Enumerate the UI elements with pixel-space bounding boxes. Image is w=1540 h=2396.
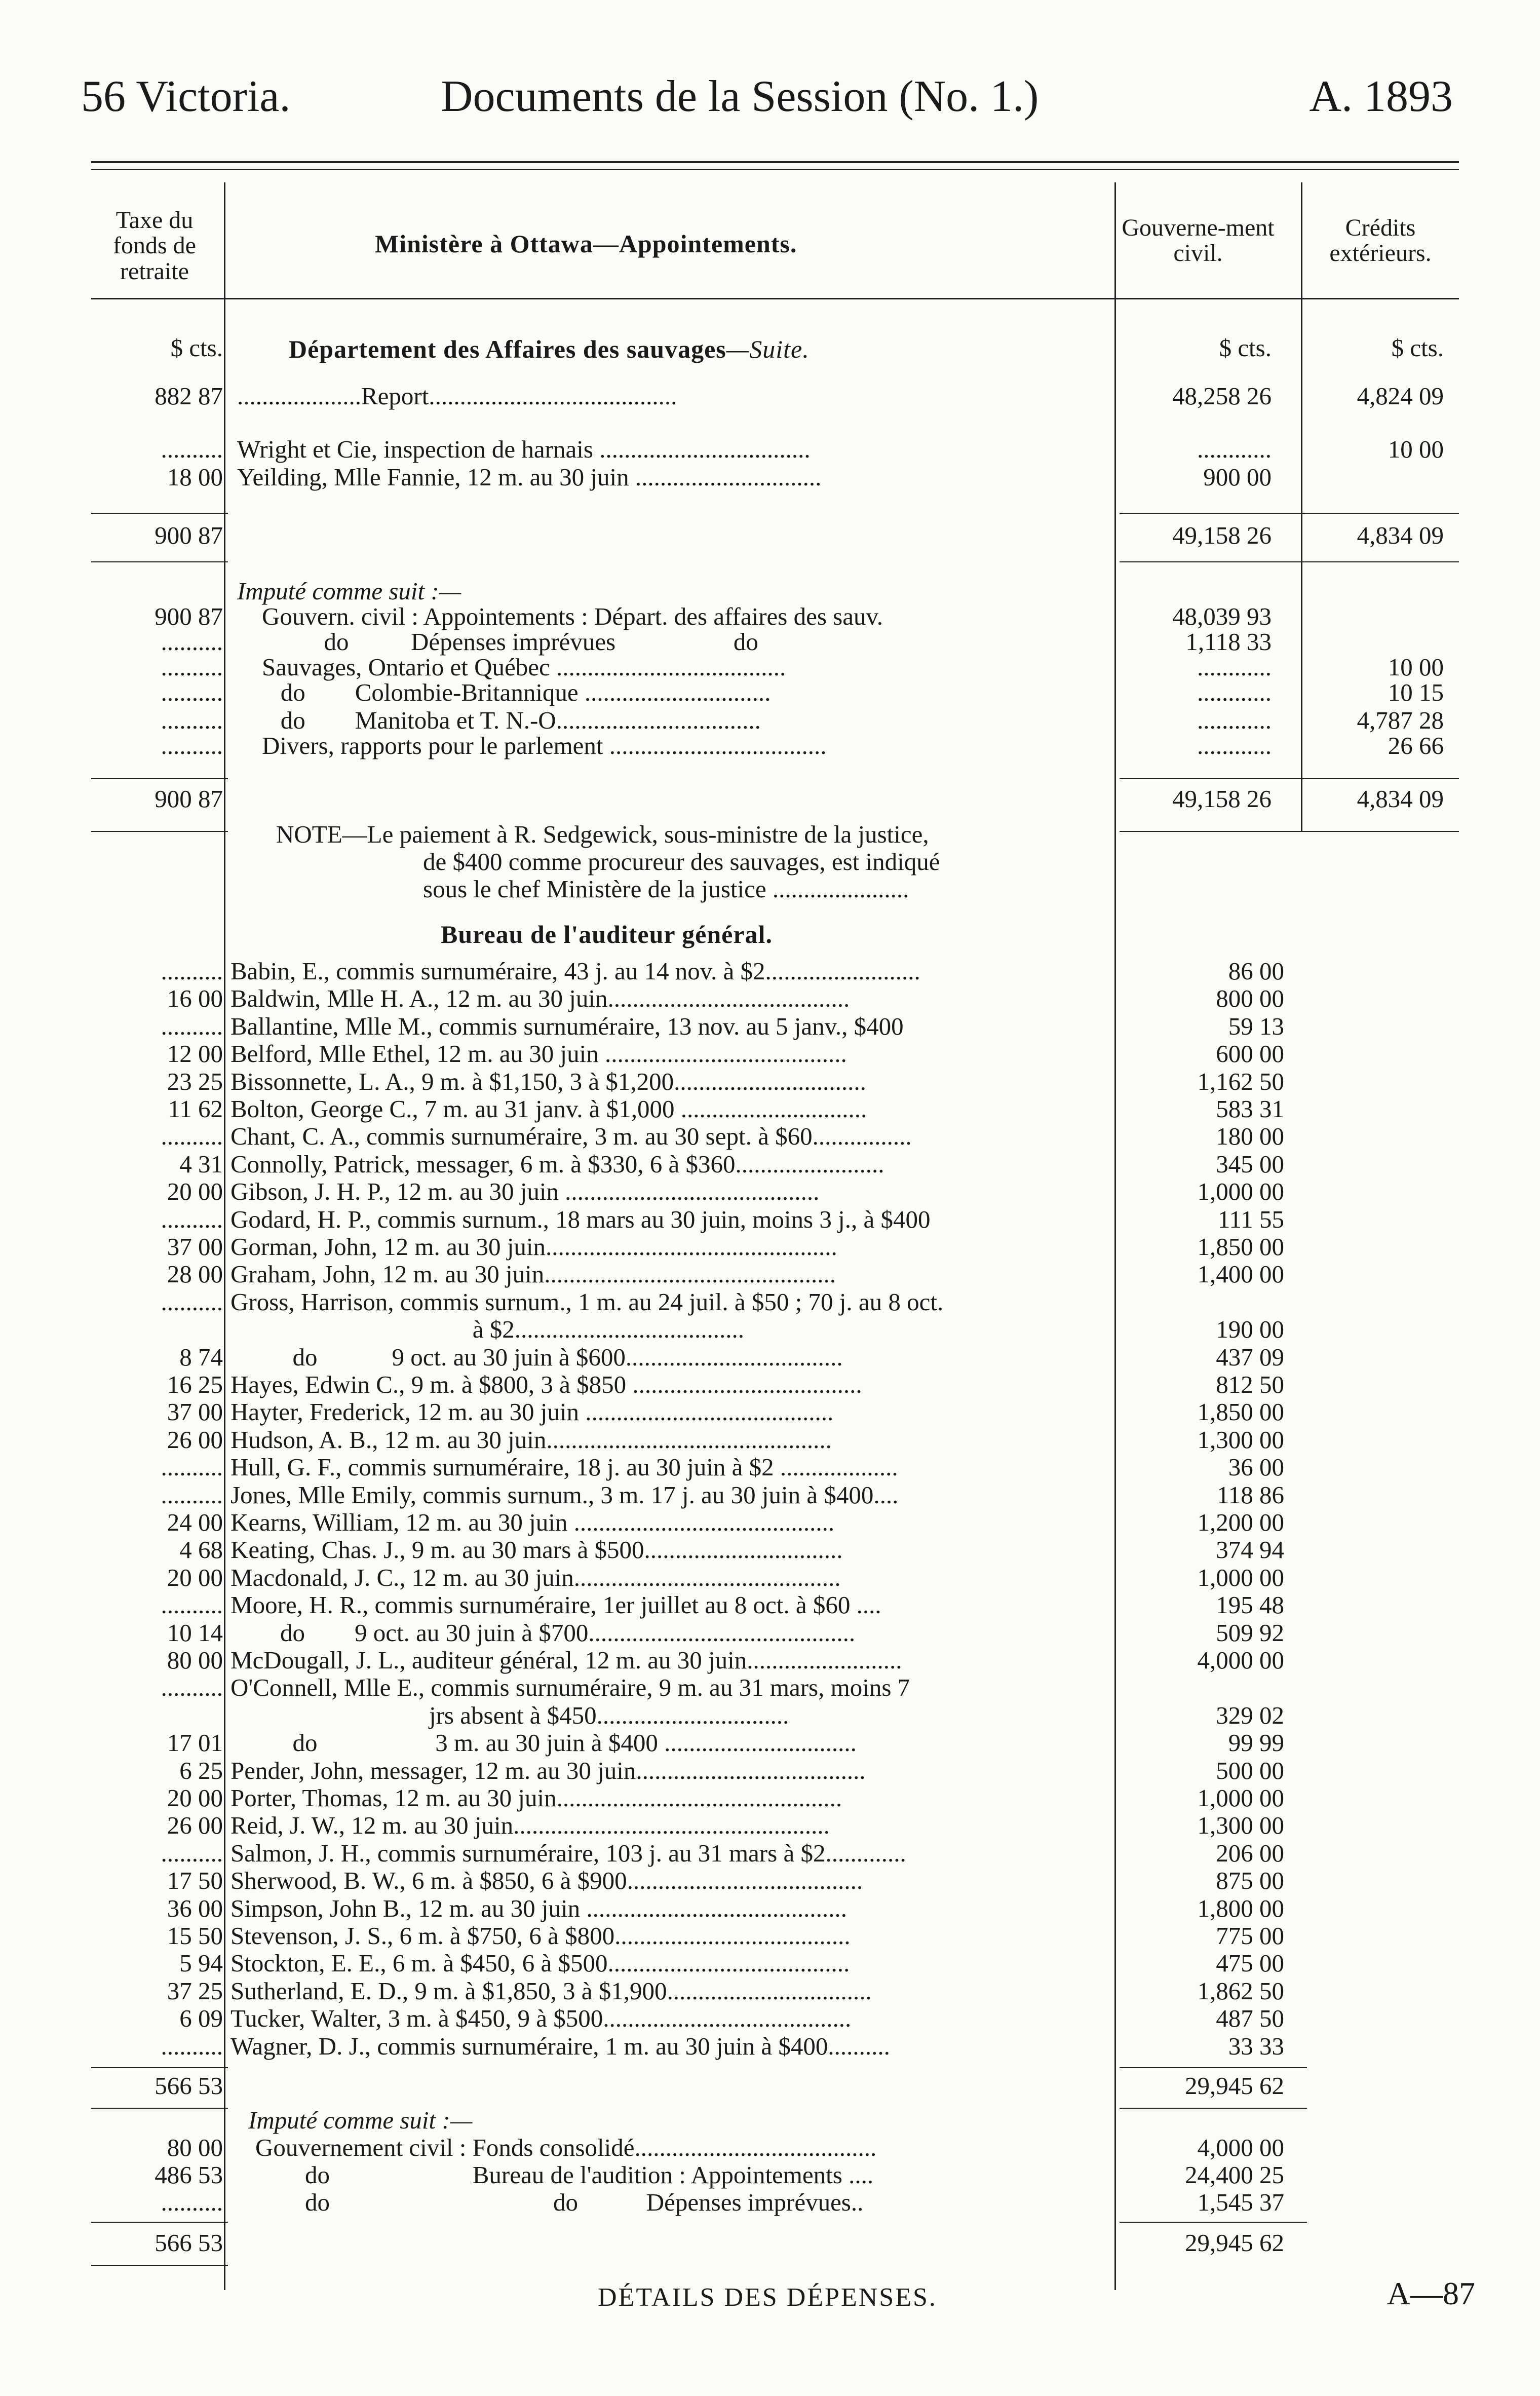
civil-cell: 190 00 [1216,1315,1284,1344]
exterieur-cell: 4,824 09 [1357,382,1444,410]
civil-cell: 500 00 [1216,1756,1284,1784]
table-row [0,1647,1540,1674]
table-row [0,2134,1540,2161]
civil-cell: 1,000 00 [1197,1784,1284,1812]
rule-s1e [91,778,228,779]
civil-cell: ............ [1197,653,1272,681]
subtotal-retraite: 566 53 [155,2072,223,2100]
civil-cell: 487 50 [1216,2004,1284,2033]
table-row [0,436,1540,463]
description-cell: Sauvages, Ontario et Québec ..................................... [237,654,786,681]
table-row [0,1977,1540,2005]
table-row [0,1233,1540,1261]
col-heading-retraite: Taxe du fonds de retraite [113,207,196,285]
description-cell: do do Dépenses imprévues.. [230,2189,864,2216]
description-cell: Gross, Harrison, commis surnum., 1 m. au 24 juil. à $50 ; 70 j. au 8 oct. [230,1288,944,1316]
imputed-label-row [0,2107,1540,2134]
description-cell: Ballantine, Mlle M., commis surnuméraire, 13 nov. au 5 janv., $400 [230,1012,904,1040]
retraite-cell: .......... [161,628,223,656]
table-row [0,1095,1540,1123]
header-year: A. 1893 [1309,72,1453,121]
description-cell: McDougall, J. L., auditeur général, 12 m. au 30 juin......................... [230,1647,902,1674]
table-row [0,1261,1540,1288]
note-text-1: NOTE—Le paiement à R. Sedgewick, sous-ministre de la justice, [276,820,929,848]
description-cell: Keating, Chas. J., 9 m. au 30 mars à $500................................ [230,1536,843,1564]
civil-cell: 345 00 [1216,1150,1284,1178]
table-row [0,1729,1540,1757]
imputed-label: Imputé comme suit :— [248,2107,473,2134]
retraite-cell: 11 62 [168,1095,223,1123]
civil-cell: ............ [1197,678,1272,706]
retraite-cell: 26 00 [167,1811,223,1840]
description-cell: Sherwood, B. W., 6 m. à $850, 6 à $900...................................... [230,1867,863,1895]
note-text-3: sous le chef Ministère de la justice ...................... [423,875,909,903]
rule-s1c [91,561,228,562]
table-row [0,1674,1540,1701]
civil-cell: 1,000 00 [1197,1563,1284,1591]
retraite-cell: 16 00 [167,984,223,1013]
table-row [0,1757,1540,1784]
note-text-2: de $400 comme procureur des sauvages, est indiqué [423,848,940,876]
retraite-cell: .......... [161,1122,223,1151]
table-row [0,1316,1540,1343]
table-row [0,1591,1540,1619]
description-cell: Gorman, John, 12 m. au 30 juin............................................... [230,1233,837,1261]
civil-cell: 329 02 [1216,1701,1284,1729]
retraite-cell: .......... [161,1591,223,1619]
description-cell: do 9 oct. au 30 juin à $600................................... [230,1343,843,1371]
retraite-cell: 20 00 [167,1177,223,1206]
civil-cell: 36 00 [1228,1453,1284,1481]
description-cell: à $2..................................... [230,1316,744,1344]
note-line-3 [423,876,1112,903]
table-row [0,1812,1540,1839]
retraite-cell: 17 01 [167,1729,223,1757]
description-cell: do Colombie-Britannique .............................. [237,679,771,706]
civil-cell: 118 86 [1217,1480,1284,1509]
retraite-cell: .......... [161,2188,223,2216]
description-cell: Pender, John, messager, 12 m. au 30 juin..................................... [230,1757,866,1784]
table-row [0,1013,1540,1040]
retraite-cell: 900 87 [155,785,223,813]
table-row [0,1206,1540,1233]
retraite-cell: .......... [161,1205,223,1233]
description-cell: Stevenson, J. S., 6 m. à $750, 6 à $800...................................... [230,1922,851,1950]
description-cell: Stockton, E. E., 6 m. à $450, 6 à $500....................................... [230,1950,850,1977]
civil-cell: 195 48 [1216,1591,1284,1619]
description-cell: Baldwin, Mlle H. A., 12 m. au 30 juin....................................... [230,985,850,1013]
description-cell: Imputé comme suit :— [237,578,461,605]
description-cell: Porter, Thomas, 12 m. au 30 juin.............................................. [230,1784,842,1812]
description-cell: Gibson, J. H. P., 12 m. au 30 juin ......................................... [230,1178,820,1206]
table-row [0,785,1540,813]
table-row [0,2033,1540,2060]
rule-s2f [1120,2222,1307,2223]
civil-cell: 206 00 [1216,1839,1284,1867]
description-cell: Belford, Mlle Ethel, 12 m. au 30 juin ....................................... [230,1040,847,1068]
retraite-cell: 5 94 [179,1949,223,1977]
table-row [0,522,1540,549]
civil-cell: ............ [1197,706,1272,734]
description-cell: Jones, Mlle Emily, commis surnum., 3 m. 17 j. au 30 juin à $400.... [230,1481,899,1509]
total-row [0,2229,1540,2257]
retraite-cell: .......... [161,653,223,681]
description-cell: Reid, J. W., 12 m. au 30 juin................................................... [230,1812,830,1840]
table-row [0,1895,1540,1922]
civil-cell: 59 13 [1228,1012,1284,1040]
table-row [0,2005,1540,2032]
description-cell: do 3 m. au 30 juin à $400 ............................... [230,1729,857,1757]
subtotal-civil: 29,945 62 [1185,2072,1284,2100]
header-title: Documents de la Session (No. 1.) [441,72,1039,121]
exterieur-cell: 4,834 09 [1357,785,1444,813]
retraite-cell: .......... [161,1453,223,1481]
table-row [0,1371,1540,1398]
table-row [0,1536,1540,1564]
description-cell: Sutherland, E. D., 9 m. à $1,850, 3 à $1,900................................. [230,1977,872,2005]
table-row [0,1564,1540,1591]
table-row [0,628,1540,656]
civil-cell: 49,158 26 [1172,785,1272,813]
table-row [0,1398,1540,1426]
description-cell: Hayes, Edwin C., 9 m. à $800, 3 à $850 ..................................... [230,1371,862,1398]
table-row [0,603,1540,630]
retraite-cell: 486 53 [155,2161,223,2189]
retraite-cell: 15 50 [167,1922,223,1950]
retraite-cell: 18 00 [167,463,223,491]
table-row [0,1151,1540,1178]
description-cell: Graham, John, 12 m. au 30 juin............................................... [230,1261,836,1288]
description-cell: jrs absent à $450............................... [230,1701,789,1729]
table-row [0,1784,1540,1812]
description-cell: O'Connell, Mlle E., commis surnuméraire, 9 m. au 31 mars, moins 7 [230,1674,910,1702]
exterieur-cell: 26 66 [1388,732,1444,759]
table-row [0,464,1540,491]
description-cell: Bissonnette, L. A., 9 m. à $1,150, 3 à $1,200............................... [230,1068,866,1095]
civil-cell: 1,800 00 [1197,1894,1284,1922]
description-cell: do Bureau de l'audition : Appointements .... [230,2161,874,2189]
description-cell: Bolton, George C., 7 m. au 31 janv. à $1,000 .............................. [230,1095,867,1123]
exterieur-cell: 10 00 [1388,653,1444,681]
exterieur-cell: 4,834 09 [1357,521,1444,549]
civil-cell: 48,258 26 [1172,382,1272,410]
section2-title: Bureau de l'auditeur général. [441,920,773,948]
rule-s2e [91,2222,228,2223]
table-row [0,1344,1540,1371]
description-cell: Simpson, John B., 12 m. au 30 juin .......................................... [230,1894,847,1922]
civil-cell: 49,158 26 [1172,521,1272,549]
table-row [0,679,1540,706]
civil-cell: 900 00 [1203,463,1272,491]
table-row [0,654,1540,681]
retraite-cell: 10 14 [167,1618,223,1647]
retraite-cell: .......... [161,706,223,734]
civil-cell: 4,000 00 [1197,1646,1284,1674]
description-cell: Gouvern. civil : Appointements : Départ. des affaires des sauv. [237,603,883,630]
civil-cell: 1,000 00 [1197,1177,1284,1206]
retraite-cell: 36 00 [167,1894,223,1922]
table-row [0,1922,1540,1950]
col-heading-title: Ministère à Ottawa—Appointements. [375,230,797,258]
civil-cell: 374 94 [1216,1536,1284,1564]
description-cell: Connolly, Patrick, messager, 6 m. à $330, 6 à $360........................ [230,1150,884,1178]
retraite-cell: 24 00 [167,1508,223,1536]
retraite-cell: .......... [161,1674,223,1702]
col-heading-exterieur: Crédits extérieurs. [1329,214,1432,267]
retraite-cell: .......... [161,435,223,463]
civil-cell: 1,300 00 [1197,1425,1284,1454]
retraite-cell: 12 00 [167,1040,223,1068]
retraite-cell: 37 25 [167,1976,223,2005]
rule-s2g [91,2265,228,2266]
retraite-cell: 37 00 [167,1398,223,1426]
table-row [0,2189,1540,2216]
retraite-cell: .......... [161,678,223,706]
description-cell: Wagner, D. J., commis surnuméraire, 1 m. au 30 juin à $400.......... [230,2032,890,2060]
table-row [0,1509,1540,1536]
description-cell: Tucker, Walter, 3 m. à $450, 9 à $500........................................ [230,2005,852,2033]
description-cell: Hayter, Frederick, 12 m. au 30 juin ........................................ [230,1398,834,1426]
retraite-cell: 80 00 [167,2134,223,2161]
section-title [289,334,810,364]
retraite-cell: 26 00 [167,1425,223,1454]
civil-cell: 1,850 00 [1197,1398,1284,1426]
heading-rule [91,298,1459,299]
retraite-cell: 4 68 [179,1536,223,1564]
retraite-cell: .......... [161,1287,223,1316]
table-row [0,2161,1540,2189]
civil-cell: 86 00 [1228,957,1284,985]
civil-cell: 24,400 25 [1185,2161,1284,2189]
retraite-cell: 20 00 [167,1784,223,1812]
retraite-cell: .......... [161,2032,223,2060]
description-cell: Wright et Cie, inspection de harnais .................................. [237,436,811,463]
exterieur-cell: 4,787 28 [1357,706,1444,734]
description-cell: Macdonald, J. C., 12 m. au 30 juin........................................... [230,1564,841,1591]
retraite-cell: .......... [161,1839,223,1867]
retraite-cell: 6 25 [179,1756,223,1784]
retraite-cell: 28 00 [167,1260,223,1288]
civil-cell: 875 00 [1216,1867,1284,1895]
retraite-cell: 16 25 [167,1371,223,1398]
retraite-cell: 882 87 [155,382,223,410]
table-row [0,1840,1540,1867]
table-row [0,1950,1540,1977]
table-row [0,985,1540,1012]
description-cell: ....................Report........................................ [237,383,677,410]
retraite-cell: 900 87 [155,602,223,630]
civil-cell: 1,118 33 [1185,628,1272,656]
rule-s1b [1120,513,1459,514]
civil-cell: 111 55 [1217,1205,1284,1233]
rule-s2b [1120,2067,1307,2068]
rule-s1a [91,513,228,514]
table-row [0,1068,1540,1095]
note-line-1 [276,821,1112,848]
retraite-cell: 17 50 [167,1867,223,1895]
rule-s1f [1120,778,1459,779]
civil-cell: 1,850 00 [1197,1233,1284,1261]
description-cell: Gouvernement civil : Fonds consolidé....................................... [230,2134,877,2161]
retraite-cell: .......... [161,957,223,985]
cts-label-1: $ cts. [170,334,223,362]
civil-cell: 1,400 00 [1197,1260,1284,1288]
civil-cell: 1,545 37 [1197,2188,1284,2216]
total-civil: 29,945 62 [1185,2229,1284,2257]
civil-cell: 180 00 [1216,1122,1284,1151]
table-row [0,383,1540,410]
civil-cell: 437 09 [1216,1343,1284,1371]
cts-label-3: $ cts. [1391,334,1444,362]
description-cell: Kearns, William, 12 m. au 30 juin .......................................... [230,1509,835,1536]
table-row [0,1481,1540,1509]
table-row [0,1426,1540,1454]
retraite-cell: 23 25 [167,1067,223,1095]
retraite-cell: .......... [161,1012,223,1040]
table-row [0,707,1540,734]
description-cell: do Manitoba et T. N.-O................................. [237,707,761,734]
header-rule-thin [91,169,1459,170]
table-row [0,1867,1540,1894]
table-row [0,1288,1540,1316]
cts-label-2: $ cts. [1219,334,1272,362]
civil-cell: 509 92 [1216,1618,1284,1647]
page-number: A—87 [1387,2275,1475,2311]
exterieur-cell: 10 15 [1388,678,1444,706]
retraite-cell: 20 00 [167,1563,223,1591]
civil-cell: 775 00 [1216,1922,1284,1950]
civil-cell: ............ [1197,435,1272,463]
retraite-cell: 900 87 [155,521,223,549]
civil-cell: 800 00 [1216,984,1284,1013]
note-line-2 [423,848,1112,876]
table-row [0,1619,1540,1647]
retraite-cell: 8 74 [179,1343,223,1371]
retraite-cell: 4 31 [179,1150,223,1178]
rule-s1h [1120,831,1459,832]
table-row [0,958,1540,985]
rule-s1g [91,831,228,832]
civil-cell: ............ [1197,732,1272,759]
subtotal-row [0,2072,1540,2100]
civil-cell: 475 00 [1216,1949,1284,1977]
description-cell: do Dépenses imprévues do [237,628,758,656]
description-cell: Godard, H. P., commis surnum., 18 mars au 30 juin, moins 3 j., à $400 [230,1205,931,1233]
retraite-cell: .......... [161,1480,223,1509]
description-cell: Chant, C. A., commis surnuméraire, 3 m. au 30 sept. à $60................ [230,1123,912,1151]
description-cell: Hull, G. F., commis surnuméraire, 18 j. au 30 juin à $2 ................... [230,1454,898,1481]
civil-cell: 48,039 93 [1172,602,1272,630]
description-cell: Hudson, A. B., 12 m. au 30 juin.............................................. [230,1426,832,1454]
total-retraite: 566 53 [155,2229,223,2257]
header-volume: 56 Victoria. [81,72,291,121]
section-title-suffix: —Suite. [726,335,810,363]
description-cell: Salmon, J. H., commis surnuméraire, 103 j. au 31 mars à $2............. [230,1839,906,1867]
table-row [0,1040,1540,1068]
table-row [0,1454,1540,1481]
table-row [0,578,1540,605]
civil-cell: 1,300 00 [1197,1811,1284,1840]
retraite-cell: 6 09 [179,2004,223,2033]
civil-cell: 1,200 00 [1197,1508,1284,1536]
retraite-cell: 80 00 [167,1646,223,1674]
footer-title: DÉTAILS DES DÉPENSES. [598,2283,937,2312]
retraite-cell: 37 00 [167,1233,223,1261]
civil-cell: 583 31 [1216,1095,1284,1123]
rule-s2a [91,2067,228,2068]
exterieur-cell: 10 00 [1388,435,1444,463]
table-row [0,1123,1540,1150]
col-heading-civil: Gouverne-ment civil. [1122,214,1275,267]
civil-cell: 600 00 [1216,1040,1284,1068]
civil-cell: 812 50 [1216,1371,1284,1398]
table-row [0,1178,1540,1205]
table-row [0,1702,1540,1729]
rule-s1d [1120,561,1459,562]
civil-cell: 4,000 00 [1197,2134,1284,2161]
civil-cell: 33 33 [1228,2032,1284,2060]
retraite-cell: .......... [161,732,223,759]
description-cell: do 9 oct. au 30 juin à $700........................................... [230,1619,856,1647]
civil-cell: 1,862 50 [1197,1976,1284,2005]
header-rule [91,161,1459,163]
description-cell: Babin, E., commis surnuméraire, 43 j. au 14 nov. à $2......................... [230,958,920,985]
description-cell: Moore, H. R., commis surnuméraire, 1er juillet au 8 oct. à $60 .... [230,1591,881,1619]
civil-cell: 1,162 50 [1197,1067,1284,1095]
description-cell: Yeilding, Mlle Fannie, 12 m. au 30 juin .............................. [237,464,822,491]
table-row [0,732,1540,759]
civil-cell: 99 99 [1228,1729,1284,1757]
section-title-text: Département des Affaires des sauvages [289,335,726,363]
description-cell: Divers, rapports pour le parlement ................................... [237,732,827,759]
